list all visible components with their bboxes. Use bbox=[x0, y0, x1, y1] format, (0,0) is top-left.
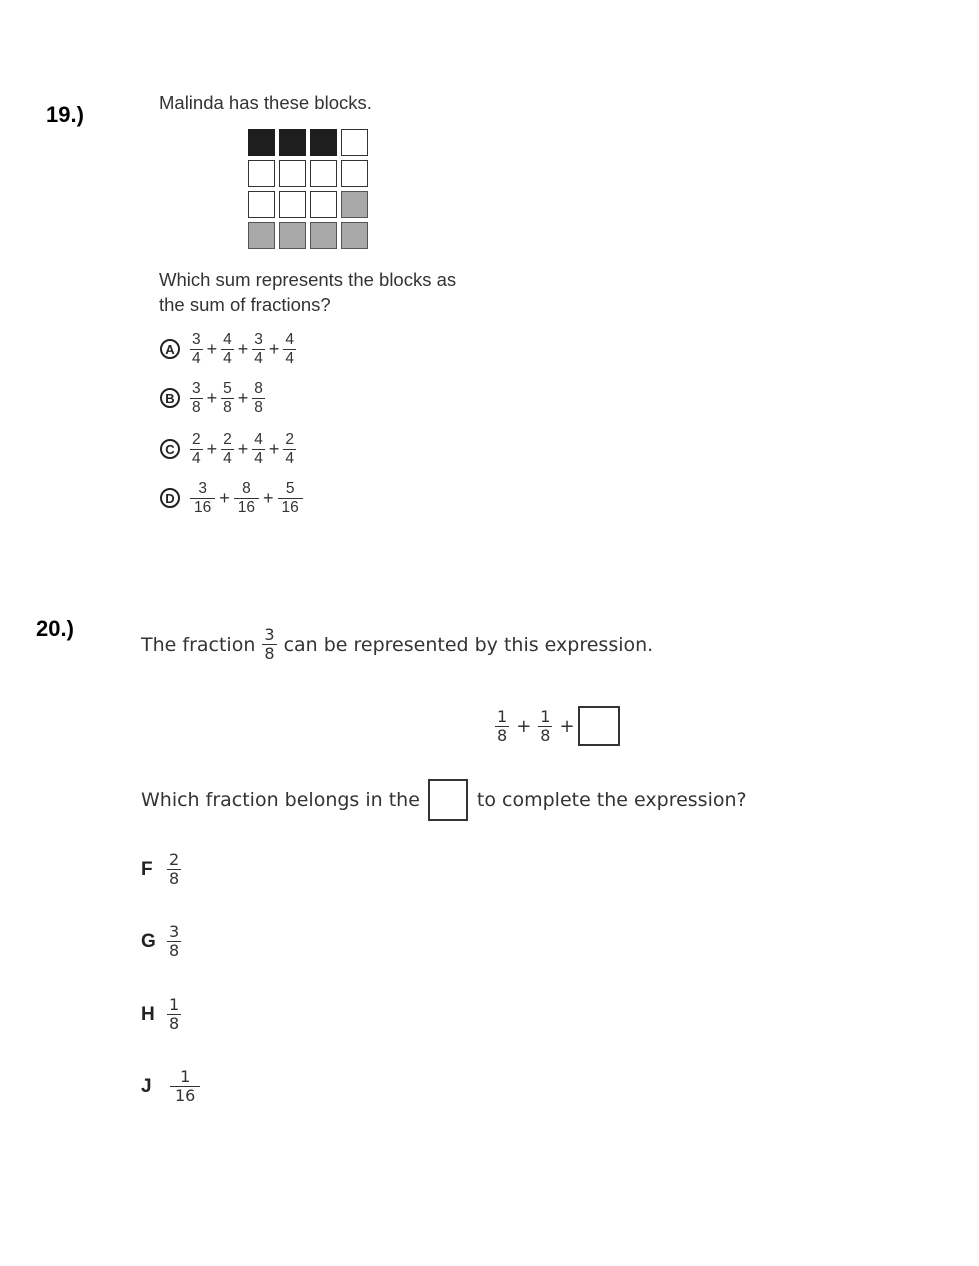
fraction: $\frac{3}{4}$ bbox=[254, 331, 263, 367]
choice-a[interactable] bbox=[160, 327, 296, 371]
choice-c[interactable] bbox=[160, 427, 296, 471]
fraction: $\frac{8}{16}$ bbox=[234, 481, 259, 515]
choice-g-fraction: $\frac{3}{8}$ bbox=[169, 922, 180, 960]
block-cell bbox=[248, 222, 275, 249]
block-cell bbox=[279, 160, 306, 187]
question-19-line-1: Which sum represents the blocks as bbox=[159, 269, 457, 290]
choice-c-letter: C bbox=[160, 439, 180, 459]
fraction: $\frac{5}{8}$ bbox=[223, 380, 232, 416]
blocks-grid bbox=[248, 129, 368, 249]
block-cell bbox=[310, 191, 337, 218]
choice-j-letter: J bbox=[141, 1075, 152, 1097]
intro-fraction: $\frac{3}{8}$ bbox=[264, 625, 275, 663]
fraction: $\frac{1}{8}$ bbox=[540, 706, 551, 745]
choice-h-fraction: $\frac{1}{8}$ bbox=[169, 995, 180, 1033]
choice-b-expression bbox=[190, 381, 265, 415]
choice-b[interactable] bbox=[160, 376, 265, 420]
block-cell bbox=[279, 129, 306, 156]
block-cell bbox=[279, 191, 306, 218]
block-cell bbox=[341, 160, 368, 187]
choice-j[interactable] bbox=[141, 1069, 203, 1104]
choice-c-expression bbox=[190, 432, 296, 466]
fraction: $\frac{3}{8}$ bbox=[192, 380, 201, 416]
fraction: $\frac{4}{4}$ bbox=[254, 431, 263, 467]
choice-d-letter: D bbox=[160, 488, 180, 508]
question-19-question bbox=[159, 267, 456, 317]
plus-sign: + bbox=[206, 387, 218, 408]
plus-sign: + bbox=[263, 487, 274, 508]
fraction: $\frac{5}{16}$ bbox=[278, 481, 303, 515]
plus-sign: + bbox=[516, 715, 532, 737]
plus-sign: + bbox=[206, 438, 218, 459]
plus-sign: + bbox=[219, 487, 230, 508]
plus-sign: + bbox=[237, 338, 249, 359]
plus-sign: + bbox=[268, 338, 280, 359]
inline-answer-box bbox=[428, 779, 468, 821]
fraction: $\frac{3}{4}$ bbox=[192, 331, 201, 367]
choice-g[interactable] bbox=[141, 924, 181, 959]
choice-j-fraction: $\frac{1}{16}$ bbox=[167, 1069, 203, 1104]
choice-f[interactable] bbox=[141, 852, 181, 887]
block-cell bbox=[310, 160, 337, 187]
fraction: $\frac{4}{4}$ bbox=[223, 331, 232, 367]
block-cell bbox=[341, 129, 368, 156]
block-cell bbox=[310, 222, 337, 249]
fraction: $\frac{8}{8}$ bbox=[254, 380, 263, 416]
question-19-prompt: Malinda has these blocks. bbox=[159, 92, 372, 113]
plus-sign: + bbox=[237, 438, 249, 459]
block-cell bbox=[310, 129, 337, 156]
fraction: $\frac{2}{4}$ bbox=[192, 431, 201, 467]
plus-sign: + bbox=[237, 387, 249, 408]
choice-d-expression bbox=[190, 481, 303, 515]
plus-sign: + bbox=[559, 715, 575, 737]
plus-sign: + bbox=[206, 338, 218, 359]
question-19-number: 19.) bbox=[46, 102, 84, 127]
fraction: $\frac{2}{4}$ bbox=[285, 431, 295, 467]
choice-g-letter: G bbox=[141, 930, 156, 952]
block-cell bbox=[248, 160, 275, 187]
fraction: $\frac{4}{4}$ bbox=[285, 331, 295, 367]
plus-sign: + bbox=[268, 438, 280, 459]
fraction: $\frac{2}{4}$ bbox=[223, 431, 232, 467]
block-cell bbox=[341, 222, 368, 249]
question-text-before: Which fraction belongs in the bbox=[141, 789, 420, 811]
block-cell bbox=[279, 222, 306, 249]
question-text-after: to complete the expression? bbox=[476, 789, 747, 811]
choice-h-letter: H bbox=[141, 1003, 155, 1025]
choice-f-letter: F bbox=[141, 858, 153, 880]
answer-box bbox=[578, 706, 620, 746]
block-cell bbox=[248, 129, 275, 156]
fraction: $\frac{1}{8}$ bbox=[497, 706, 508, 745]
choice-f-fraction: $\frac{2}{8}$ bbox=[169, 850, 180, 888]
block-cell bbox=[248, 191, 275, 218]
question-20-expression bbox=[495, 706, 620, 746]
block-cell bbox=[341, 191, 368, 218]
question-20-number: 20.) bbox=[36, 616, 74, 641]
question-20-intro bbox=[141, 627, 653, 662]
choice-d[interactable] bbox=[160, 476, 303, 520]
intro-text-before: The fraction bbox=[141, 633, 256, 656]
question-20-question bbox=[141, 779, 747, 821]
question-19-line-2: the sum of fractions? bbox=[159, 294, 331, 315]
choice-a-letter: A bbox=[160, 339, 180, 359]
choice-h[interactable] bbox=[141, 997, 181, 1032]
choice-b-letter: B bbox=[160, 388, 180, 408]
choice-a-expression bbox=[190, 332, 296, 366]
intro-text-after: can be represented by this expression. bbox=[283, 633, 654, 656]
fraction: $\frac{3}{16}$ bbox=[190, 481, 215, 515]
